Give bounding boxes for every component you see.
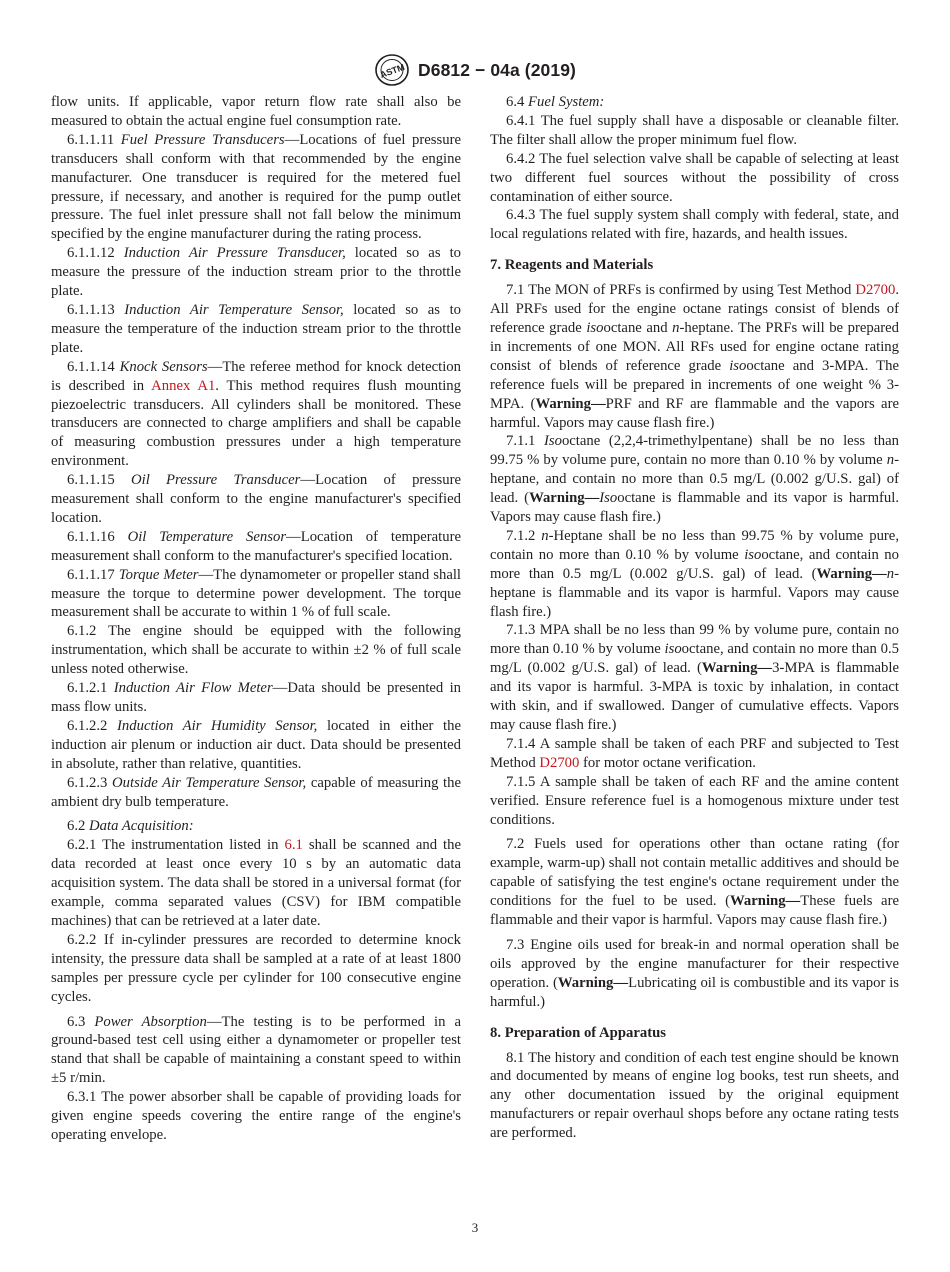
paragraph-6-4: 6.4 Fuel System: bbox=[506, 94, 605, 110]
paragraph-6-1-2: 6.1.2 The engine should be equipped with the following instrumentation, which shall be accurate to within ±2 % of full scale unless noted otherwise. bbox=[51, 623, 461, 678]
paragraph-6-3: 6.3 Power Absorption—The testing is to be performed in a ground-based test cell using either a dynamometer or propeller test stand that shall be capable of maintaining a constant speed to within ±5 r/min. bbox=[51, 1013, 461, 1087]
section-6-1-link[interactable]: 6.1 bbox=[284, 837, 303, 854]
paragraph-6-1-2-2: 6.1.2.2 Induction Air Humidity Sensor, located in either the induction air plenum or induction air duct. Data should be presented in absolute, rather than relative, quantities. bbox=[51, 717, 462, 772]
annex-a1-link[interactable]: Annex A1 bbox=[151, 377, 216, 394]
paragraph-6-2-1: 6.2.1 The instrumentation listed in 6.1 shall be scanned and the data recorded at least once every 10 s by an automatic data acquisition system. The data shall be stored in a universal format (for example, comma separated values (CSV) for IBM compatible machines) that can be retrieved at a later date. bbox=[51, 837, 461, 929]
section-heading-7: 7. Reagents and Materials bbox=[490, 257, 654, 274]
paragraph-6-1-1-14: 6.1.1.14 Knock Sensors—The referee method for knock detection is described in Annex A1. This method requires flush mounting piezoelectric transducers. All cylinders shall be monitored. These transducers are connected to charge amplifiers and shall be capable of measuring combustion pressures under a high temperature environment. bbox=[51, 358, 461, 470]
paragraph-6-1-1-11: 6.1.1.11 Fuel Pressure Transducers—Locations of fuel pressure transducers shall conform with that recommended by the engine manufacturer. One transducer is required for the metered fuel pressure, if necessary, and another is required for the pump outlet pressure. The fuel inlet pressure shall not fall below the minimum specified by the engine manufacturer during the rating process. bbox=[51, 131, 461, 243]
paragraph-8-1: 8.1 The history and condition of each test engine should be known and documented by means of engine log books, test run sheets, and any other documentation issued by the original equipment manufacturers or repair overhaul shops before any octane rating tests are performed. bbox=[490, 1049, 899, 1142]
paragraph-6-1-1-13: 6.1.1.13 Induction Air Temperature Sensor, located so as to measure the temperature of the induction stream prior to the throttle plate. bbox=[51, 301, 461, 356]
paragraph-7-1-4: 7.1.4 A sample shall be taken of each PRF and subjected to Test Method D2700 for motor octane verification. bbox=[490, 735, 899, 771]
paragraph-6-1-1-15: 6.1.1.15 Oil Pressure Transducer—Location of pressure measurement shall conform to the engine manufacturer's specified location. bbox=[51, 472, 462, 526]
paragraph-6-1-1-16: 6.1.1.16 Oil Temperature Sensor—Location of temperature measurement shall conform to the manufacturer's specified location. bbox=[51, 528, 461, 564]
paragraph-6-1-2-3: 6.1.2.3 Outside Air Temperature Sensor, capable of measuring the ambient dry bulb temperature. bbox=[51, 774, 462, 810]
paragraph-6-1-2-1: 6.1.2.1 Induction Air Flow Meter—Data should be presented in mass flow units. bbox=[51, 680, 461, 715]
paragraph-7-1-2: 7.1.2 n-Heptane shall be no less than 99.75 % by volume pure, contain no more than 0.10 % by volume isooctane, and contain no more than 0.5 mg/L (0.002 g/U.S. gal) of lead. (Warning—n-heptane is flammable and its vapor is harmful. Vapors may cause flash fire.) bbox=[490, 527, 899, 620]
astm-logo-icon bbox=[374, 53, 410, 87]
paragraph-7-1-3: 7.1.3 MPA shall be no less than 99 % by volume pure, contain no more than 0.10 % by volume isooctane, and contain no more than 0.5 mg/L (0.002 g/U.S. gal) of lead. (Warning—3-MPA is flammable and its vapor is harmful. 3-MPA is toxic by inhalation, in contact with skin, and if swallowed. Danger of cumulative effects. Vapors may cause flash fire.) bbox=[490, 622, 899, 733]
paragraph-continued: flow units. If applicable, vapor return flow rate shall also be measured to obtain the actual engine fuel consumption rate. bbox=[51, 94, 461, 129]
page-number: 3 bbox=[471, 1220, 479, 1235]
d2700-link[interactable]: D2700 bbox=[855, 282, 896, 299]
paragraph-6-2-2: 6.2.2 If in-cylinder pressures are recorded to determine knock intensity, the pressure data shall be sampled at a rate of at least 1800 samples per pressure cycle per cylinder for 100 consecutive engine cycles. bbox=[51, 931, 461, 1005]
paragraph-6-4-3: 6.4.3 The fuel supply system shall comply with federal, state, and local regulations related with fire, hazards, and health issues. bbox=[490, 207, 899, 243]
paragraph-7-3: 7.3 Engine oils used for break-in and normal operation shall be oils approved by the engine manufacturer for their respective operation. (Warning—Lubricating oil is combustible and its vapor is harmful.) bbox=[490, 936, 900, 1010]
paragraph-6-4-2: 6.4.2 The fuel selection valve shall be capable of selecting at least two different fuel sources without the possibility of cross contamination of either source. bbox=[490, 150, 899, 205]
paragraph-7-1: 7.1 The MON of PRFs is confirmed by using Test Method D2700. All PRFs used for the engine octane ratings consist of blends of reference grade isooctane and n-heptane. The PRFs will be prepared in increments of one MON. All RFs used for engine octane rating consist of blends of reference grade isooctane and 3-MPA. The reference fuels will be prepared in increments of one weight % 3-MPA. (Warning—PRF and RF are flammable and the vapors are harmful. Vapors may cause flash fire.) bbox=[490, 282, 899, 431]
paragraph-6-4-1: 6.4.1 The fuel supply shall have a disposable or cleanable filter. The filter shall allow the proper minimum fuel flow. bbox=[490, 112, 899, 148]
paragraph-6-2: 6.2 Data Acquisition: bbox=[67, 818, 194, 835]
paragraph-6-1-1-17: 6.1.1.17 Torque Meter—The dynamometer or propeller stand shall measure the torque to determine power development. The torque measurement shall be accurate to within 1 % of full scale. bbox=[51, 566, 462, 621]
paragraph-7-1-1: 7.1.1 Isooctane (2,2,4-trimethylpentane) shall be no less than 99.75 % by volume pure, contain no more than 0.10 % by volume n-heptane, and contain no more than 0.5 mg/L (0.002 g/U.S. gal) of lead. (Warning—Isooctane is flammable and its vapor is harmful. Vapors may cause flash fire.) bbox=[490, 433, 900, 526]
paragraph-6-3-1: 6.3.1 The power absorber shall be capable of providing loads for given engine speeds covering the entire range of the engine's operating envelope. bbox=[51, 1089, 461, 1143]
designation: D6812 − 04a (2019) bbox=[418, 59, 576, 80]
d2700-link-2[interactable]: D2700 bbox=[539, 754, 580, 771]
left-column bbox=[51, 93, 461, 1145]
right-column bbox=[490, 93, 899, 1143]
page-header bbox=[0, 52, 950, 88]
logo-text: ASTM bbox=[378, 61, 407, 80]
paragraph-7-2: 7.2 Fuels used for operations other than octane rating (for example, warm-up) shall not contain metallic additives and should be capable of satisfying the test engine's octane requirement under the conditions for the fuel to be used. (Warning—These fuels are flammable and their vapor is harmful. Vapors may cause flash fire.) bbox=[490, 836, 899, 929]
paragraph-6-1-1-12: 6.1.1.12 Induction Air Pressure Transducer, located so as to measure the pressure of the induction stream prior to the throttle plate. bbox=[51, 245, 461, 300]
section-heading-8: 8. Preparation of Apparatus bbox=[490, 1024, 666, 1041]
paragraph-7-1-5: 7.1.5 A sample shall be taken of each RF and the amine content verified. Ensure reference fuel is a homogenous mixture under test conditions. bbox=[490, 773, 899, 828]
